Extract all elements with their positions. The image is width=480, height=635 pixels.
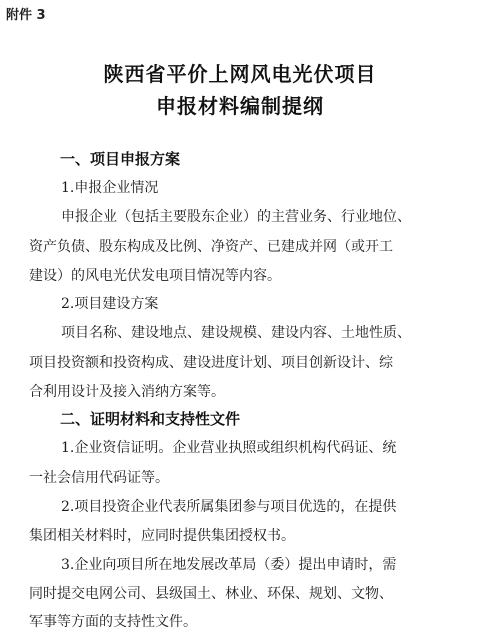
section2-item3-line: 军事等方面的支持性文件。 bbox=[29, 614, 197, 630]
section1-item1-line: 申报企业（包括主要股东企业）的主营业务、行业地位、 bbox=[61, 209, 411, 225]
section1-item1-line: 资产负债、股东构成及比例、净资产、已建成并网（或开工 bbox=[29, 239, 393, 255]
section2-item1-line: 1.企业资信证明。企业营业执照或组织机构代码证、统 bbox=[61, 440, 397, 456]
section2-item2-line: 集团相关材料时，应同时提供集团授权书。 bbox=[29, 528, 295, 544]
section2-item2-line: 2.项目投资企业代表所属集团参与项目优选的，在提供 bbox=[61, 499, 397, 515]
section1-item2-line: 项目投资额和投资构成、建设进度计划、项目创新设计、综 bbox=[29, 355, 393, 371]
doc-title-line1: 陕西省平价上网风电光伏项目 bbox=[103, 62, 377, 86]
section2-item1-line: 一社会信用代码证等。 bbox=[29, 470, 169, 486]
section2-item3-line: 3.企业向项目所在地发展改革局（委）提出申请时，需 bbox=[61, 557, 397, 573]
section1-item2-line: 合利用设计及接入消纳方案等。 bbox=[29, 384, 225, 400]
section1-item1-label: 1.申报企业情况 bbox=[61, 180, 159, 196]
section1-item2-line: 项目名称、建设地点、建设规模、建设内容、土地性质、 bbox=[61, 325, 411, 341]
section2-item3-line: 同时提交电网公司、县级国土、林业、环保、规划、文物、 bbox=[29, 586, 393, 602]
section1-heading: 一、项目申报方案 bbox=[60, 150, 181, 168]
attachment-label: 附件 3 bbox=[6, 8, 46, 23]
section2-heading: 二、证明材料和支持性文件 bbox=[60, 410, 241, 428]
section1-item2-label: 2.项目建设方案 bbox=[61, 296, 159, 312]
doc-title-line2: 申报材料编制提纲 bbox=[156, 94, 324, 118]
section1-item1-line: 建设）的风电光伏发电项目情况等内容。 bbox=[29, 268, 281, 284]
